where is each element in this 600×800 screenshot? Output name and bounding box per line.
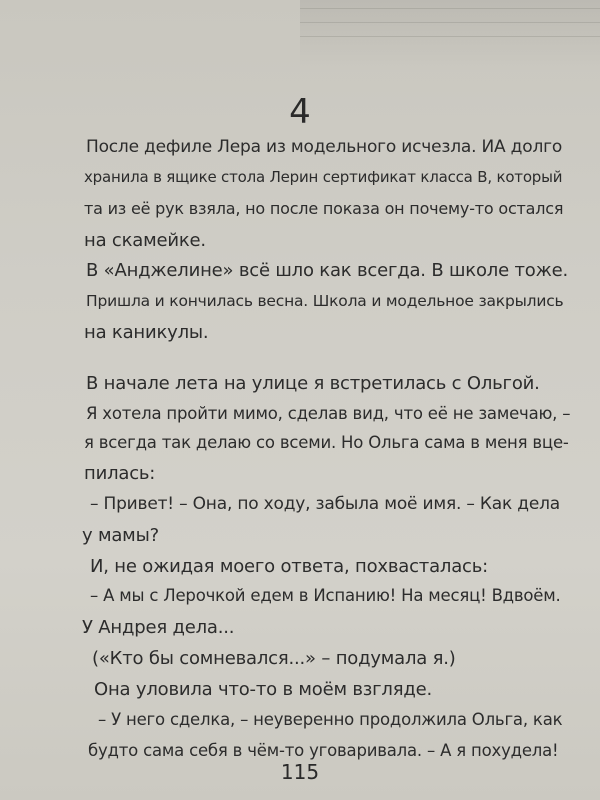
page-number: 115 xyxy=(280,760,320,784)
text-line: Я хотела пройти мимо, сделав вид, что её не замечаю, – xyxy=(86,404,571,423)
text-line: («Кто бы сомневался...» – подумала я.) xyxy=(92,648,456,669)
text-line: После дефиле Лера из модельного исчезла. ИА долго xyxy=(86,137,563,157)
text-line: И, не ожидая моего ответа, похвасталась: xyxy=(90,556,489,577)
show-through-text xyxy=(300,0,600,70)
text-line: – Привет! – Она, по ходу, забыла моё имя. – Как дела xyxy=(90,494,560,514)
text-line: Пришла и кончилась весна. Школа и модельное закрылись xyxy=(86,292,564,310)
text-line: на скамейке. xyxy=(84,230,206,251)
text-line: я всегда так делаю со всеми. Но Ольга сама в меня вце- xyxy=(84,433,569,452)
text-line: – У него сделка, – неуверенно продолжила Ольга, как xyxy=(98,710,563,729)
chapter-number: 4 xyxy=(289,92,311,132)
text-line: В начале лета на улице я встретилась с Ольгой. xyxy=(86,373,540,394)
text-line: на каникулы. xyxy=(84,322,209,343)
text-line: Она уловила что-то в моём взгляде. xyxy=(94,679,432,700)
text-line: У Андрея дела... xyxy=(82,617,235,638)
text-line: та из её рук взяла, но после показа он почему-то остался xyxy=(84,199,564,218)
text-line: хранила в ящике стола Лерин сертификат класса В, который xyxy=(84,168,563,186)
text-line: В «Анджелине» всё шло как всегда. В школе тоже. xyxy=(86,260,568,281)
text-line: будто сама себя в чём-то уговаривала. – А я похудела! xyxy=(88,741,559,760)
text-line: – А мы с Лерочкой едем в Испанию! На месяц! Вдвоём. xyxy=(90,586,561,605)
text-line: у мамы? xyxy=(82,525,159,546)
text-line: пилась: xyxy=(84,463,156,484)
